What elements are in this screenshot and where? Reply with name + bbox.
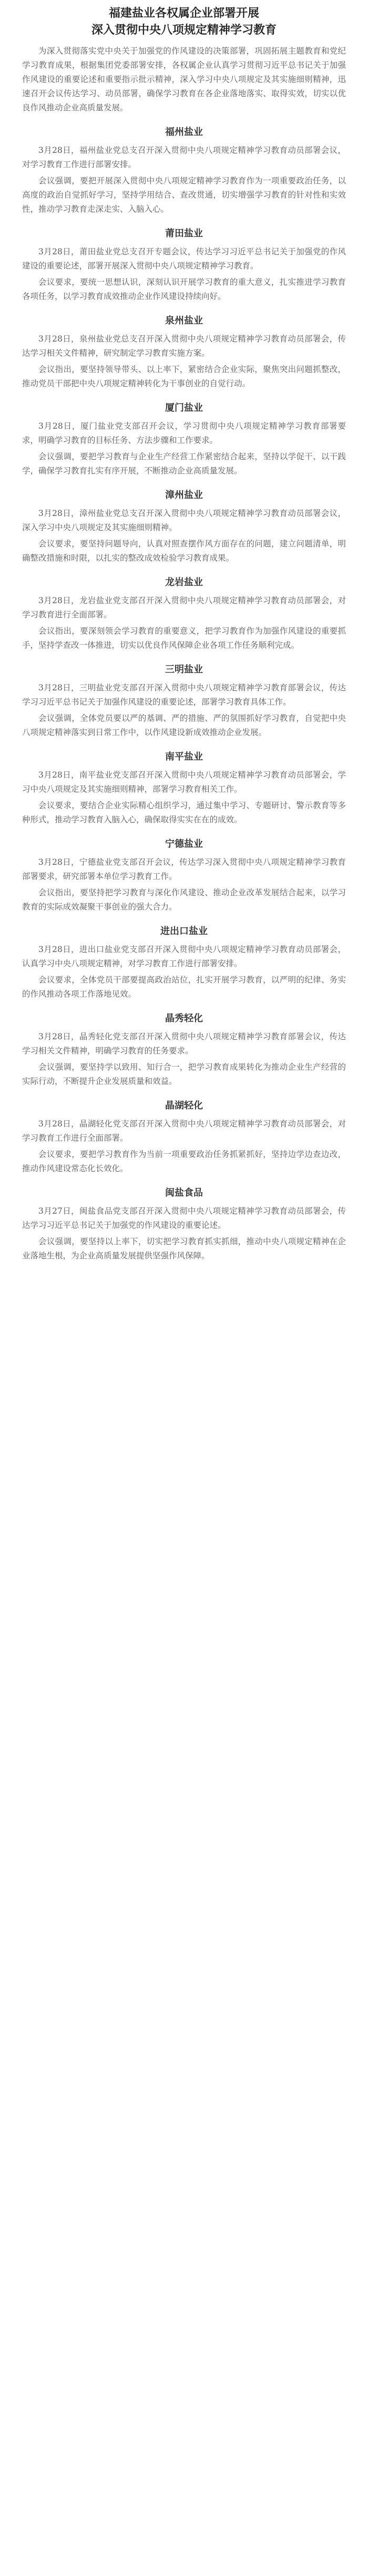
section-paragraph: 3月28日，进出口盐业党支部召开深入贯彻中央八项规定精神学习教育动员部署会，认真学习中央八项规定精神，对学习教育工作进行部署安排。 [22, 945, 346, 968]
section-title: 进出口盐业 [160, 926, 208, 937]
section-paragraph: 会议强调，要把开展深入贯彻中央八项规定精神学习教育作为一项重要政治任务，以高度的政治自觉抓好学习，坚持学用结合、查改贯通，切实增强学习教育的针对性和实效性，推动学习教育走深走实、入脑入心。 [22, 176, 346, 214]
section [22, 489, 346, 565]
section-paragraph: 3月28日，泉州盐业党总支召开深入贯彻中央八项规定精神学习教育动员部署会，传达学习相关文件精神，研究制定学习教育实施方案。 [22, 334, 346, 358]
section-title: 福州盐业 [165, 127, 203, 138]
section [22, 401, 346, 478]
section-title: 漳州盐业 [165, 490, 203, 501]
section-title: 晶湖轻化 [165, 1100, 203, 1111]
section [22, 837, 346, 914]
section-paragraph: 会议强调，要坚持以上率下，切实把学习教育抓实抓细，推动中央八项规定精神在企业落地生根，为企业高质量发展提供坚强作风保障。 [22, 1237, 346, 1260]
section-title: 闽盐食品 [165, 1187, 203, 1198]
section-title: 南平盐业 [165, 751, 203, 762]
section-paragraph: 3月28日，莆田盐业党总支召开专题会议，传达学习习近平总书记关于加强党的作风建设的重要论述，部署开展深入贯彻中央八项规定精神学习教育。 [22, 247, 346, 271]
lead-paragraph: 为深入贯彻落实党中央关于加强党的作风建设的决策部署，巩固拓展主题教育和党纪学习教育成果，根据集团党委部署安排，各权属企业认真学习贯彻习近平总书记关于加强作风建设的重要论述和重要指示批示精神，深入学习中央八项规定及其实施细则精神，迅速召开会议传达学习、动员部署，确保学习教育在各企业落地落实、取得实效，切实以优良作风推动企业高质量发展。 [22, 46, 346, 112]
section [22, 314, 346, 391]
section [22, 1012, 346, 1089]
section [22, 1186, 346, 1263]
section [22, 576, 346, 653]
section-paragraph: 3月28日，福州盐业党总支召开深入贯彻中央八项规定精神学习教育动员部署会议，对学习教育工作进行部署安排。 [22, 146, 346, 169]
section [22, 1099, 346, 1176]
section-paragraph: 3月28日，龙岩盐业党支部召开深入贯彻中央八项规定精神学习教育动员部署会，对学习教育进行全面部署。 [22, 596, 346, 619]
section-title: 晶秀轻化 [165, 1013, 203, 1024]
section-paragraph: 会议要求，全体党员干部要提高政治站位，扎实开展学习教育，以严明的纪律、务实的作风推动各项工作落地见效。 [22, 975, 346, 999]
section-paragraph: 3月28日，厦门盐业党支部召开会议，学习贯彻中央八项规定精神学习教育部署要求，明确学习教育的目标任务、方法步骤和工作要求。 [22, 421, 346, 445]
section-list [0, 126, 368, 1263]
section-paragraph: 会议要求，要结合企业实际精心组织学习，通过集中学习、专题研讨、警示教育等多种形式，推动学习教育入脑入心，确保取得实实在在的成效。 [22, 801, 346, 824]
section-paragraph: 会议指出，要坚持把学习教育与深化作风建设、推动企业改革发展结合起来，以学习教育的实际成效凝聚干事创业的强大合力。 [22, 888, 346, 912]
section-paragraph: 会议要求，要坚持问题导向，认真对照查摆作风方面存在的问题，建立问题清单，明确整改措施和时限，以扎实的整改成效检验学习教育成果。 [22, 539, 346, 563]
section-paragraph: 会议强调，全体党员要以严的基调、严的措施、严的氛围抓好学习教育，自觉把中央八项规定精神落实到日常工作中，以作风建设新成效推动企业发展。 [22, 713, 346, 737]
section-paragraph: 会议指出，要深刻领会学习教育的重要意义，把学习教育作为加强作风建设的重要抓手，坚持学查改一体推进，切实以优良作风保障企业各项工作任务顺利完成。 [22, 626, 346, 650]
section-paragraph: 会议强调，要坚持学以致用、知行合一，把学习教育成果转化为推动企业生产经营的实际行动，不断提升企业发展质量和效益。 [22, 1062, 346, 1086]
section-paragraph: 会议要求，要统一思想认识，深刻认识开展学习教育的重大意义，扎实推进学习教育各项任务，以学习教育成效推动企业作风建设持续向好。 [22, 277, 346, 301]
section-paragraph: 3月28日，晶湖轻化党支部召开深入贯彻中央八项规定精神学习教育动员部署会，对学习教育工作进行全面部署。 [22, 1119, 346, 1143]
section [22, 663, 346, 740]
section [22, 227, 346, 304]
section-title: 厦门盐业 [165, 402, 203, 413]
section-paragraph: 3月27日，闽盐食品党支部召开深入贯彻中央八项规定精神学习教育动员部署会，传达学习习近平总书记关于加强党的作风建设的重要论述。 [22, 1206, 346, 1230]
section-paragraph: 3月28日，漳州盐业党总支召开深入贯彻中央八项规定精神学习教育动员部署会议，深入学习中央八项规定及其实施细则精神。 [22, 509, 346, 532]
page-subtitle: 深入贯彻中央八项规定精神学习教育 [91, 24, 277, 37]
section-paragraph: 会议指出，要坚持领导带头、以上率下，紧密结合企业实际，聚焦突出问题抓整改，推动党员干部把中央八项规定精神转化为干事创业的自觉行动。 [22, 365, 346, 388]
section-paragraph: 3月28日，三明盐业党支部召开深入贯彻中央八项规定精神学习教育部署会议，传达学习习近平总书记关于加强作风建设的重要论述，部署学习教育具体工作。 [22, 683, 346, 707]
section [22, 750, 346, 827]
section [22, 126, 346, 216]
section-paragraph: 3月28日，晶秀轻化党支部召开深入贯彻中央八项规定精神学习教育部署会议，传达学习相关文件精神，明确学习教育的任务要求。 [22, 1032, 346, 1056]
section [22, 925, 346, 1001]
section-paragraph: 3月28日，宁德盐业党支部召开会议，传达学习深入贯彻中央八项规定精神学习教育部署要求，研究部署本单位学习教育工作。 [22, 857, 346, 881]
section-title: 三明盐业 [165, 664, 203, 675]
section-paragraph: 会议要求，要把学习教育作为当前一项重要政治任务抓紧抓好，坚持边学边查边改，推动作风建设常态化长效化。 [22, 1150, 346, 1173]
page-title: 福建盐业各权属企业部署开展 [108, 7, 259, 20]
section-paragraph: 3月28日，南平盐业党支部召开深入贯彻中央八项规定精神学习教育动员部署会，学习中央八项规定及其实施细则精神，部署学习教育相关工作。 [22, 770, 346, 794]
section-title: 莆田盐业 [165, 228, 203, 239]
section-paragraph: 会议强调，要把学习教育与企业生产经营工作紧密结合起来，坚持以学促干、以干践学，确保学习教育扎实有序开展，不断推动企业高质量发展。 [22, 452, 346, 475]
section-title: 龙岩盐业 [165, 577, 203, 588]
section-title: 宁德盐业 [165, 839, 203, 850]
section-title: 泉州盐业 [165, 315, 203, 326]
